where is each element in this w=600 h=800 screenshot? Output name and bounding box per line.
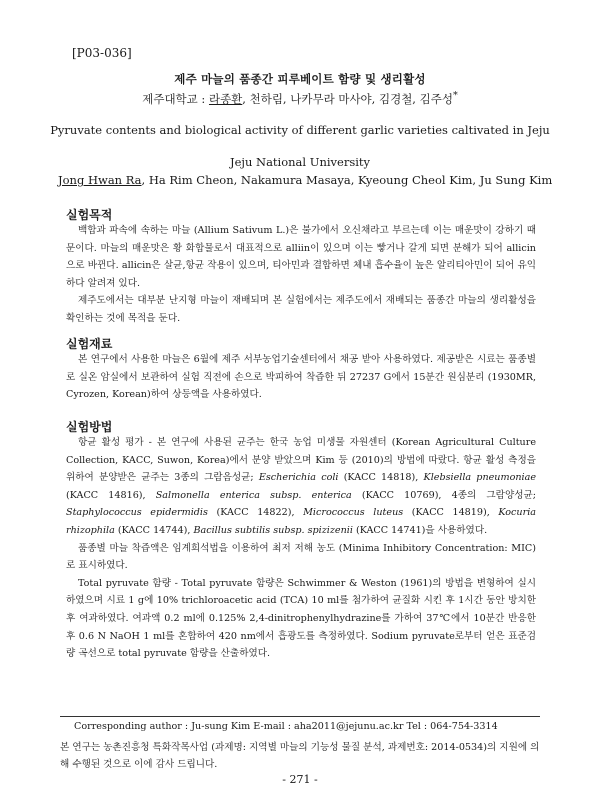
species-id-6: (KACC 14744), (114, 524, 194, 536)
species-id-3: (KACC 10769), 4종의 그람양성균; (351, 489, 536, 501)
species-micrococcus-luteus: Micrococcus luteus (303, 507, 404, 519)
corresponding-mark: * (452, 90, 458, 101)
objective-heading: 실험목적 (66, 208, 113, 222)
objective-body (66, 222, 536, 328)
acknowledgement (60, 739, 540, 773)
acknowledgement-text: 본 연구는 농촌진흥청 특화작목사업 (과제명: 지역별 마늘의 기능성 물질 분석, 과제번호: 2014-0534)의 지원에 의해 수행된 것으로 이에 감사 드립니다. (60, 742, 540, 770)
species-id-5: (KACC 14819), (403, 507, 499, 519)
english-title: Pyruvate contents and biological activity of different garlic varieties caltivated in Jeju (50, 123, 550, 137)
english-presenter: Jong Hwan Ra (58, 173, 142, 187)
species-id-2: (KACC 14816), (66, 489, 156, 501)
species-kocuria-rhizophila: Kocuria rhizophila (66, 507, 536, 536)
species-klebsiella-pneumoniae: Klebsiella pneumoniae (423, 472, 536, 484)
english-other-authors: , Ha Rim Cheon, Nakamura Masaya, Kyeoung Cheol Kim, Ju Sung Kim (141, 173, 553, 187)
corresponding-author-line: Corresponding author : Ju-sung Kim E-mail : aha2011@jejunu.ac.kr Tel : 064-754-3314 (74, 721, 498, 732)
footnote-divider (60, 716, 540, 717)
species-escherichia-coli: Escherichia coli (258, 472, 339, 484)
korean-presenter: 라종환 (208, 91, 243, 106)
english-author-line (58, 173, 598, 187)
korean-author-line (0, 90, 600, 107)
methods-p1-intro: 항균 활성 평가 - 본 연구에 사용된 균주는 한국 농업 미생물 자원센터 (Korean Agricultural Culture Collection, KACC, Suwon, Korea)에서 분양 받았으며 Kim 등 (2010)의 방법에 따랐다. 항균 활성 측정을 위하여 분양받은 균주는 3종의 그람음성균; (66, 437, 536, 484)
methods-paragraph-2: 품종별 마늘 착즙액은 임계희석법을 이용하여 최저 저해 농도 (Minima Inhibitory Concentration: MIC)로 표시하였다. (66, 542, 536, 572)
species-bacillus-subtilis: Bacillus subtilis subsp. spizizenii (193, 524, 353, 536)
methods-heading: 실험방법 (66, 420, 113, 434)
objective-paragraph-2: 제주도에서는 대부분 난지형 마늘이 재배되며 본 실험에서는 제주도에서 재배되는 품종간 마늘의 생리활성을 확인하는 것에 목적을 둔다. (66, 295, 536, 324)
species-salmonella-enterica: Salmonella enterica subsp. enterica (155, 489, 352, 501)
species-id-7: (KACC 14741)을 사용하였다. (352, 524, 488, 536)
materials-heading: 실험재료 (66, 337, 113, 351)
page-number: - 271 - (282, 773, 318, 786)
objective-paragraph-1: 백합과 파속에 속하는 마늘 (Allium Sativum L.)은 불가에서 오신채라고 부르는데 이는 매운맛이 강하기 때문이다. 마늘의 매운맛은 황 화합물로서 대표적으로 alliin이 있으며 이는 빻거나 갈게 되면 분해가 되어 allicin으로 바뀐다. allicin은 살균,항균 작용이 있으며, 티아민과 결합하면 체내 흡수율이 높은 알리티아민이 되어 유익하다 알려져 있다. (66, 225, 536, 289)
materials-body (66, 351, 536, 404)
species-id-1: (KACC 14818), (338, 472, 424, 484)
methods-body (66, 434, 536, 663)
methods-paragraph-1 (66, 434, 536, 540)
methods-paragraph-3: Total pyruvate 함량 - Total pyruvate 함량은 Schwimmer & Weston (1961)의 방법을 변형하여 실시하였으며 시료 1 g에 10% trichloroacetic acid (TCA) 10 ml를 첨가하여 균질화 시킨 후 1시간 동안 방치한 후 여과하였다. 여과액 0.2 ml에 0.125% 2,4-dinitrophenylhydrazine를 가하여 37℃에서 10분간 반응한 후 0.6 N NaOH 1 ml를 혼합하여 420 nm에서 흡광도를 측정하였다. Sodium pyruvate로부터 얻은 표준검량 곡선으로 total pyruvate 함량을 산출하였다. (66, 577, 536, 660)
species-id-4: (KACC 14822), (207, 507, 304, 519)
species-staphylococcus-epidermidis: Staphylococcus epidermidis (66, 507, 208, 519)
materials-paragraph-1: 본 연구에서 사용한 마늘은 6월에 제주 서부농업기술센터에서 채공 받아 사용하였다. 제공받은 시료는 품종별로 실온 암실에서 보관하여 실험 직전에 손으로 박피하여 착즙한 뒤 27237 G에서 15분간 원심분리 (1930MR, Cyrozen, Korean)하여 상등액을 사용하였다. (66, 354, 536, 401)
korean-title: 제주 마늘의 품종간 피루베이트 함량 및 생리활성 (174, 72, 426, 86)
korean-affiliation: 제주대학교 : (142, 91, 209, 106)
korean-other-authors: , 천하림, 나카무라 마사야, 김경철, 김주성 (242, 91, 453, 106)
english-affiliation: Jeju National University (229, 155, 371, 169)
abstract-code: [P03-036] (72, 46, 132, 60)
